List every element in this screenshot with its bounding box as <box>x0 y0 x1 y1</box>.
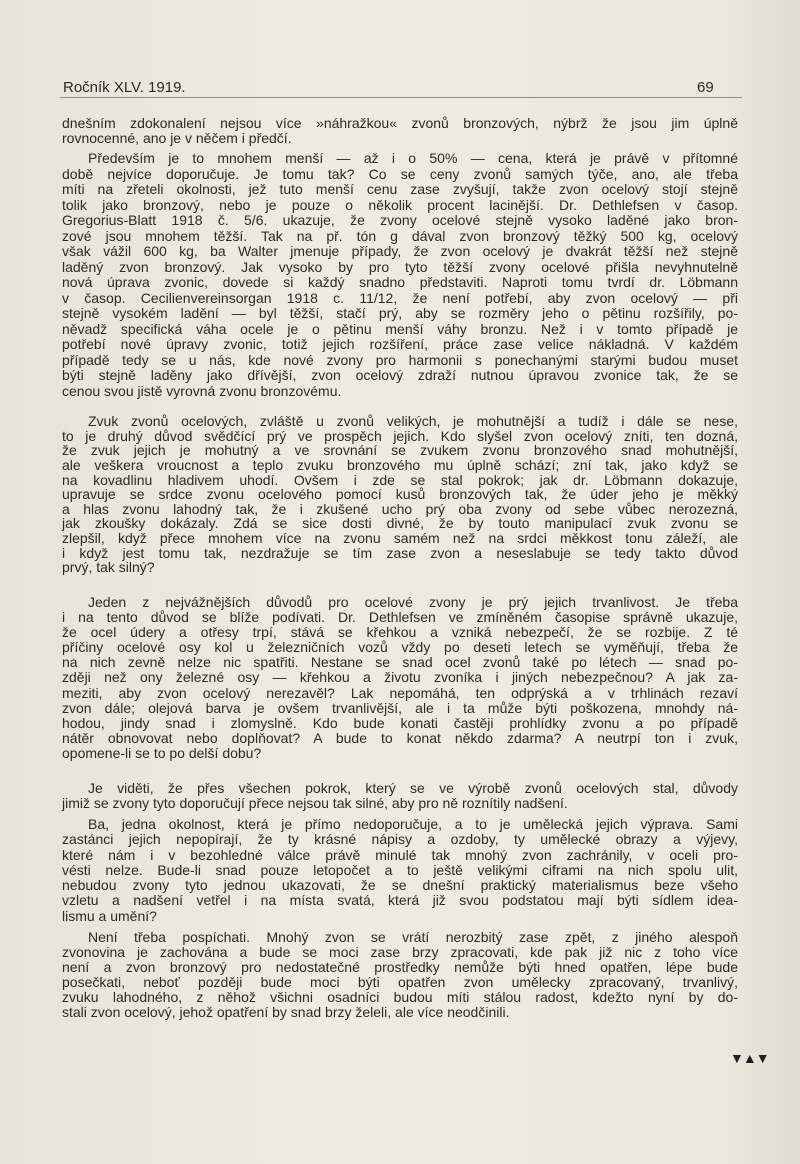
running-header-title: Ročník XLV. 1919. <box>63 79 186 96</box>
text-line: ale veškera vroucnost a teplo zvuku bronzového mu úplně schází; zní tak, jako když se <box>62 456 738 473</box>
triangle-ornament-icon: ▼▲▼ <box>730 1050 769 1066</box>
paragraph <box>62 817 738 924</box>
text-line: jak zkoušky dokázaly. Zdá se sice dosti divné, že by touto manipulací zvuk zvonu se <box>62 515 738 532</box>
text-line: Je viděti, že přes všechen pokrok, který se ve výrobě zvonů ocelových stal, důvody <box>88 780 738 796</box>
text-line: lismu a umění? <box>62 907 157 924</box>
text-line: jimiž se zvony tyto doporučují přece nejsou tak silné, aby pro ně roznítily nadšení. <box>62 795 568 812</box>
paragraph <box>62 116 738 146</box>
page-number: 69 <box>697 79 714 96</box>
paragraph <box>62 930 738 1021</box>
text-line: cenou svou jistě vyrovná zvonu bronzovému. <box>62 382 342 399</box>
text-line: které nám i v bezohledné válce právě minulé tak mnohý zvon zachránily, v oceli pro- <box>62 846 738 863</box>
text-line: meziti, aby zvon ocelový nerezavěl? Lak nepomáhá, ten odprýská a v trhlinách rezaví <box>62 684 738 701</box>
text-line: zastánci jejich nepopírají, že ty krásné nápisy a ozdoby, ty umělecké obrazy a výjevy, <box>62 831 738 848</box>
text-line: Není třeba pospíchati. Mnohý zvon se vrátí nerozbitý zase zpět, z jiného alespoň <box>88 929 738 945</box>
text-line: zové jsou mnohem těžší. Tak na př. tón g dával zvon bronzový těžký 500 kg, ocelový <box>62 227 738 244</box>
text-line: zvon dále; olejová barva je ovšem trvanlivější, ale i ta může býti poškozena, mnohdy ná- <box>62 699 738 716</box>
header-rule <box>60 97 742 98</box>
text-line: vésti nelze. Bude-li snad pouze letopočet a to ještě velikými ciframi na nich spolu ulit, <box>62 861 738 878</box>
text-line: hodou, jindy snad i zlomyslně. Kdo bude konati častěji prohlídky zvonu a po případě <box>62 714 738 731</box>
text-line: dnešním zdokonalení nejsou více »náhražkou« zvonů bronzových, nýbrž že jsou jim úplně <box>62 115 738 131</box>
text-line: Zvuk zvonů ocelových, zvláště u zvonů velikých, je mohutnější a tudíž i dále se nese, <box>88 413 738 429</box>
text-line: opomene-li se to po delší dobu? <box>62 744 262 761</box>
text-line: v časop. Cecilienvereinsorgan 1918 c. 11/12, že není potřebí, aby zvon ocelový — při <box>62 289 738 306</box>
text-line: případě tedy se u nás, kde nové zvony pro harmonii s ponechanými starými budou muset <box>62 351 738 368</box>
text-line: laděný zvon bronzový. Jak vysoko by pro tyto těžší zvony ocelové přišla nevyhnutelně <box>62 258 738 275</box>
text-line: míti na zřeteli okolnosti, jež tuto menší cenu zase zvyšují, takže zvon ocelový stojí stejně <box>62 181 738 197</box>
text-line: že ocel údery a otřesy trpí, stává se křehkou a vzniká nebezpečí, že se rozbije. Z té <box>62 624 738 641</box>
text-line: není a zvon bronzový pro nedostatečné prostředky nemůže býti hned opatřen, lépe bude <box>62 959 738 976</box>
text-line: však vážil 600 kg, ba Walter jmenuje případy, že zvon ocelový je dvakrát těžší než stejně <box>62 243 738 259</box>
text-line: na nich zevně nelze nic spatřiti. Nestane se snad ocel zvonů také po létech — snad po- <box>62 654 738 671</box>
text-line: Ba, jedna okolnost, která je přímo nedoporučuje, a to je umělecká jejich výprava. Sami <box>88 816 738 832</box>
text-line: i na tento důvod se blíže podívati. Dr. Dethlefsen ve zmíněném časopise správně ukazuje, <box>62 609 738 626</box>
text-line: Gregorius-Blatt 1918 č. 5/6. ukazuje, že zvony ocelové stejně vysoko laděné jako bron- <box>62 212 738 228</box>
paragraph <box>62 595 738 761</box>
text-line: prvý, tak silný? <box>62 559 155 576</box>
text-line: že zvuk jejich je mohutný a ve srovnání se zvukem zvonu bronzového snad mohutnější, <box>62 442 738 459</box>
text-line: rovnocenné, ano je v něčem i předčí. <box>62 130 292 147</box>
text-line: tolik jako bronzový, nebo je pouze o několik procent lacinější. Dr. Dethlefsen v časop. <box>62 196 738 213</box>
text-line: zlepšil, když přece mnohem více na zvonu samém než na srdci měkkost tonu záleží, ale <box>62 530 738 547</box>
text-line: býti stejně laděny jako dřívější, zvon ocelový zdraží nutnou úpravou zvonice tak, že se <box>62 367 738 383</box>
text-line: zvuku lahodného, z něhož všichni osadníci budou míti stálou radost, kdežto nyní by do- <box>62 989 738 1006</box>
paragraph <box>62 781 738 811</box>
paragraph <box>62 414 738 575</box>
text-line: i když jest tomu tak, nezdražuje se tím zase zvon a neseslabuje se tedy takto důvod <box>62 544 738 561</box>
text-line: vzletu a nadšení vetřel i na místa svatá, která již svou podstatou mají býti sídlem idea- <box>62 892 738 909</box>
text-line: něvadž specifická váha ocele je o pětinu menší váhy bronzu. Než i v tomto případě je <box>62 320 738 337</box>
text-line: Především je to mnohem menší — až i o 50% — cena, která je právě v přítomné <box>88 150 738 166</box>
text-line: době nejvíce doporučuje. Je tomu tak? Co se ceny zvonů samých týče, ano, ale třeba <box>62 165 738 182</box>
text-line: zvonovina je zachována a bude se moci zase brzy zpracovati, kde pak již nic z toho více <box>62 944 738 961</box>
text-line: posečkati, neboť později bude moci býti opatřen zvon umělecky zpracovaný, trvanlivý, <box>62 974 738 991</box>
paragraph <box>62 151 738 399</box>
text-line: stali zvon ocelový, jehož opatření by snad brzy želeli, ale více neodčinili. <box>62 1004 510 1021</box>
text-line: nátěr obnovovat nebo doplňovat? A bude to konat někdo zdarma? A neutrpí ton i zvuk, <box>62 729 738 746</box>
text-line: příčiny ocelové osy kol u železničních vozů vždy po deseti letech se vyměňují, třeba že <box>62 639 738 656</box>
text-line: potřebí nové úpravy zvonic, totiž jejich rozšíření, práce zase velice nákladná. V každém <box>62 336 738 352</box>
text-line: upravuje se srdce zvonu ocelového pomocí kusů bronzových tak, že úder jeho je měkký <box>62 486 738 503</box>
text-line: Jeden z nejvážnějších důvodů pro ocelové zvony je prý jejich trvanlivost. Je třeba <box>88 594 738 610</box>
text-line: stejně vysokém ladění — byl těžší, stačí prý, aby se rozměry jeho o pětinu rozšířily, po- <box>62 305 738 321</box>
text-line: to je druhý důvod svědčící prý ve prospěch jejich. Kdo slyšel zvon ocelový zníti, ten dozná, <box>62 427 738 444</box>
text-line: nebudou zvony tyto jednou ukazovati, že se dnešní praktický materialismus beze všeho <box>62 877 738 894</box>
text-line: nová úprava zvonic, dovede si každý snadno představiti. Naproti tomu tvrdí dr. Löbmann <box>62 274 738 290</box>
text-line: a hlas zvonu lahodný tak, že i zkušené ucho prý oba zvony od sebe vůbec nerozezná, <box>62 500 738 517</box>
text-line: zději než ony železné osy — křehkou a životu zvoníka i jiných nebezpečnou? A jak za- <box>62 669 738 686</box>
text-line: na kovadlinu hladivem uhodí. Ovšem i zde se stal pokrok; jak dr. Löbmann dokazuje, <box>62 471 738 488</box>
